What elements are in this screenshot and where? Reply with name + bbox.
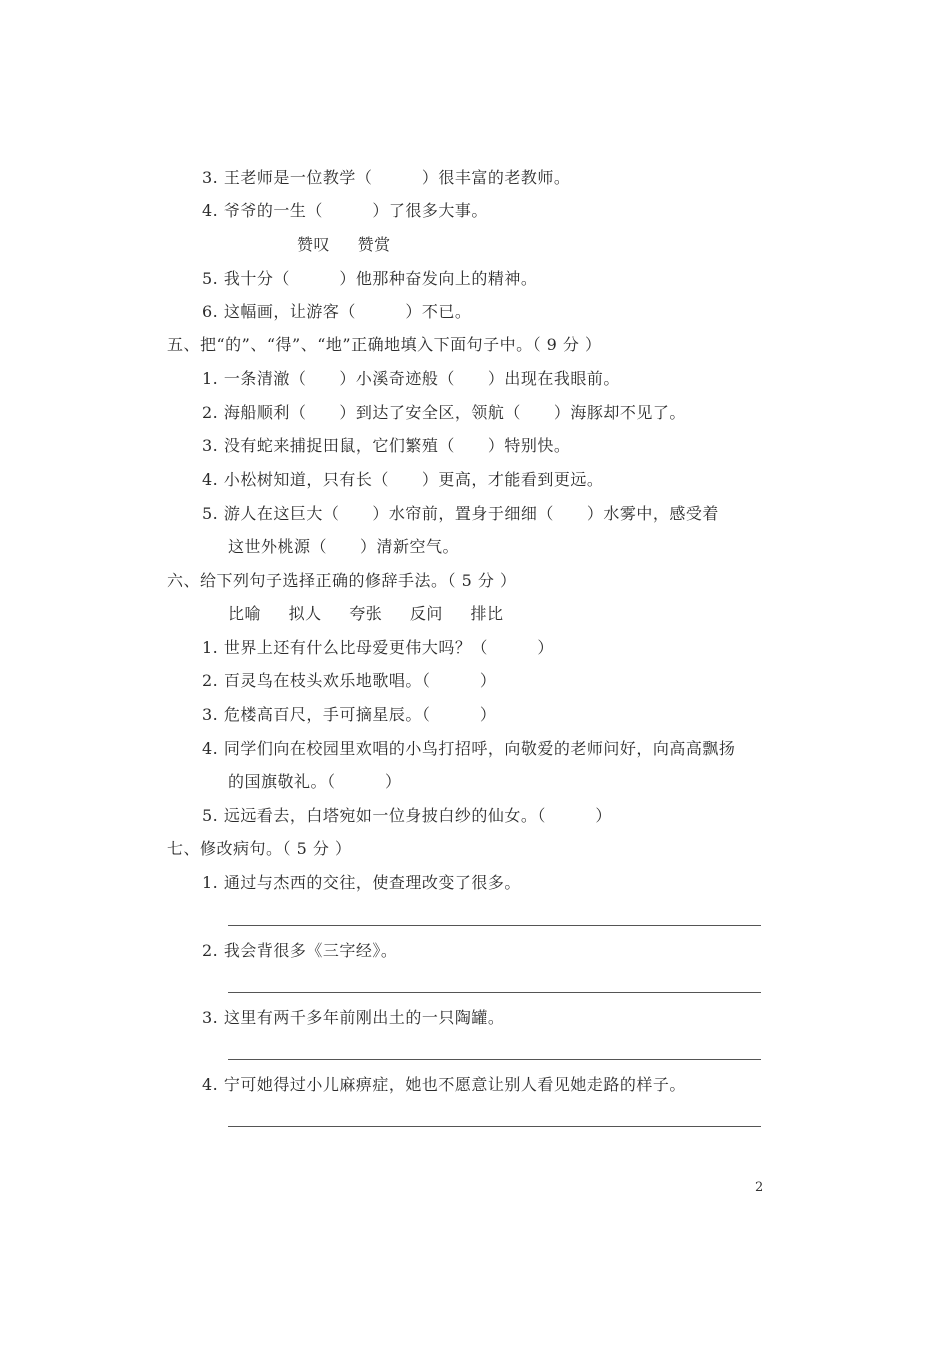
answer-line[interactable] bbox=[228, 992, 761, 993]
word-bank bbox=[297, 235, 413, 255]
word-option: 反问 bbox=[409, 604, 443, 623]
question-item: 3. 这里有两千多年前刚出土的一只陶罐。 bbox=[202, 1008, 505, 1027]
word-option: 赞赏 bbox=[357, 235, 391, 254]
page-number: 2 bbox=[755, 1180, 764, 1195]
question-item: 2. 我会背很多《三字经》。 bbox=[202, 941, 398, 960]
question-item: 3. 危楼高百尺，手可摘星辰。（ ） bbox=[202, 705, 497, 724]
answer-line[interactable] bbox=[228, 1126, 761, 1127]
question-continuation: 的国旗敬礼。（ ） bbox=[228, 772, 402, 791]
question-item: 4. 宁可她得过小儿麻痹症，她也不愿意让别人看见她走路的样子。 bbox=[202, 1075, 686, 1094]
question-item: 6. 这幅画，让游客（ ）不已。 bbox=[202, 302, 472, 321]
question-item: 4. 同学们向在校园里欢唱的小鸟打招呼，向敬爱的老师问好，向高高飘扬 bbox=[202, 739, 736, 758]
question-item: 3. 没有蛇来捕捉田鼠，它们繁殖（ ）特别快。 bbox=[202, 436, 571, 455]
section-title: 七、修改病句。（ 5 分 ） bbox=[167, 839, 352, 858]
answer-line[interactable] bbox=[228, 925, 761, 926]
word-bank bbox=[228, 604, 525, 624]
question-item: 5. 远远看去，白塔宛如一位身披白纱的仙女。（ ） bbox=[202, 806, 612, 825]
answer-line[interactable] bbox=[228, 1059, 761, 1060]
question-item: 5. 游人在这巨大（ ）水帘前，置身于细细（ ）水雾中，感受着 bbox=[202, 504, 719, 523]
question-item: 2. 百灵鸟在枝头欢乐地歌唱。（ ） bbox=[202, 671, 497, 690]
question-item: 1. 世界上还有什么比母爱更伟大吗？（ ） bbox=[202, 638, 554, 657]
question-item: 1. 通过与杰西的交往，使查理改变了很多。 bbox=[202, 873, 521, 892]
question-item: 4. 爷爷的一生（ ）了很多大事。 bbox=[202, 201, 488, 220]
question-item: 3. 王老师是一位教学（ ）很丰富的老教师。 bbox=[202, 168, 571, 187]
question-item: 5. 我十分（ ）他那种奋发向上的精神。 bbox=[202, 269, 538, 288]
word-option: 拟人 bbox=[288, 604, 322, 623]
section-title: 五、把“的”、“得”、“地”正确地填入下面句子中。（ 9 分 ） bbox=[167, 335, 602, 354]
word-option: 比喻 bbox=[228, 604, 262, 623]
question-item: 2. 海船顺利（ ）到达了安全区，领航（ ）海豚却不见了。 bbox=[202, 403, 686, 422]
word-option: 赞叹 bbox=[297, 235, 331, 254]
question-item: 1. 一条清澈（ ）小溪奇迹般（ ）出现在我眼前。 bbox=[202, 369, 620, 388]
question-continuation: 这世外桃源（ ）清新空气。 bbox=[228, 537, 460, 556]
word-option: 夸张 bbox=[349, 604, 383, 623]
section-title: 六、给下列句子选择正确的修辞手法。（ 5 分 ） bbox=[167, 571, 517, 590]
question-item: 4. 小松树知道，只有长（ ）更高，才能看到更远。 bbox=[202, 470, 604, 489]
word-option: 排比 bbox=[470, 604, 504, 623]
